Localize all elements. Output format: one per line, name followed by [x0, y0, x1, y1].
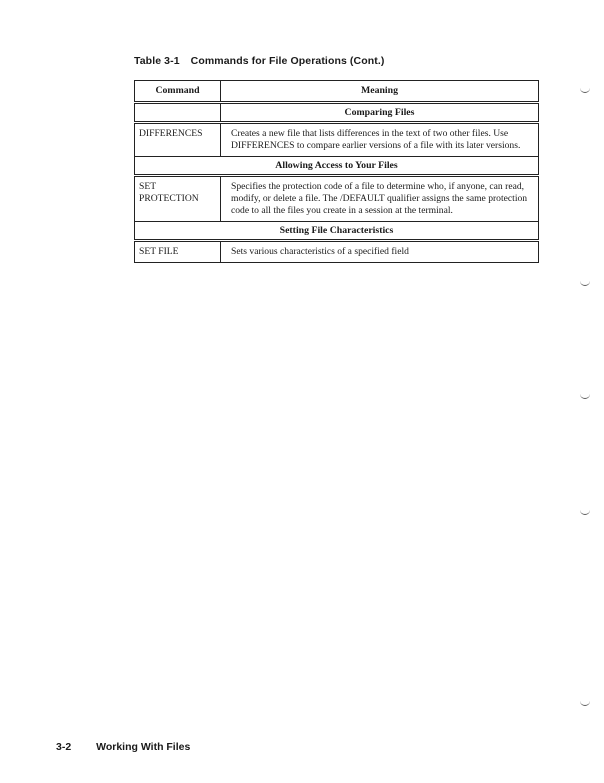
command-name: SET FILE [139, 246, 179, 257]
section-heading-row [135, 103, 539, 123]
section-title-comparing-files: Comparing Files [221, 103, 539, 123]
table-header-row [135, 81, 539, 103]
table-row [135, 241, 539, 263]
section-heading-row [135, 157, 539, 176]
command-cell [135, 241, 221, 263]
meaning-cell: Sets various characteristics of a specified field [221, 241, 539, 263]
binder-hole-mark [580, 701, 590, 706]
page-number: 3-2 [56, 741, 72, 753]
table-caption [134, 55, 384, 67]
binder-hole-mark [580, 88, 590, 93]
binder-hole-mark [580, 394, 590, 399]
table-title: Commands for File Operations (Cont.) [190, 55, 385, 67]
table-row [135, 176, 539, 222]
command-name: DIFFERENCES [139, 128, 203, 139]
header-meaning: Meaning [221, 81, 539, 103]
command-cell [135, 176, 221, 222]
command-cell [135, 123, 221, 157]
chapter-title: Working With Files [96, 741, 191, 753]
command-name: PROTECTION [139, 193, 199, 204]
header-command: Command [135, 81, 221, 103]
section-title-allowing-access: Allowing Access to Your Files [135, 157, 539, 176]
commands-table [134, 80, 539, 263]
binder-hole-mark [580, 281, 590, 286]
command-name: SET [139, 181, 157, 192]
table-number: Table 3-1 [134, 55, 180, 67]
section-title-setting-file-characteristics: Setting File Characteristics [135, 222, 539, 241]
binder-hole-mark [580, 510, 590, 515]
table-row [135, 123, 539, 157]
meaning-cell: Specifies the protection code of a file to determine who, if anyone, can read, modify, or delete a file. The /DEFAULT qualifier assigns the same protection code to all the files you create in a session at the terminal. [221, 176, 539, 222]
page-footer [56, 741, 190, 753]
meaning-cell: Creates a new file that lists differences in the text of two other files. Use DIFFERENCES to compare earlier versions of a file with its later versions. [221, 123, 539, 157]
section-heading-row [135, 222, 539, 241]
